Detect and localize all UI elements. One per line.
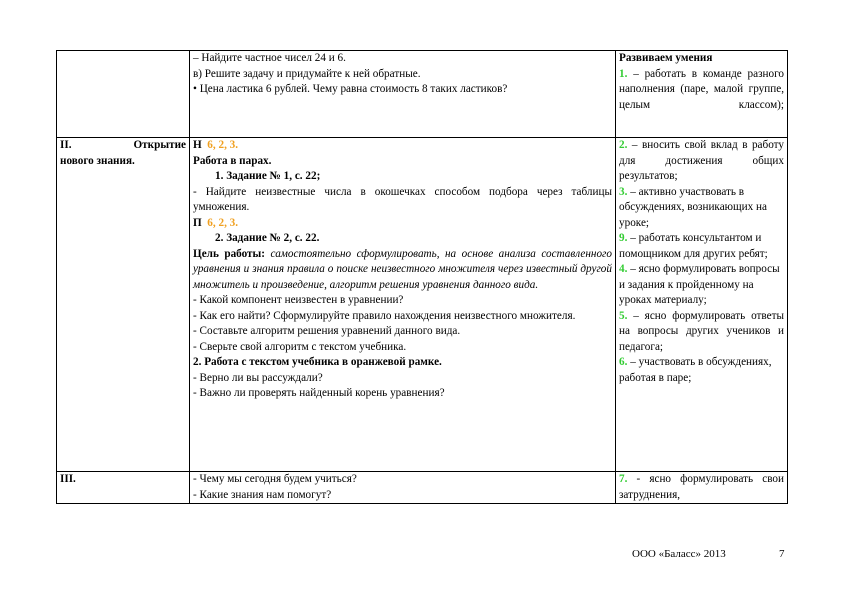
task-2: 2. Задание № 2, с. 22. — [215, 232, 320, 244]
stage-subtitle: нового знания. — [60, 154, 135, 167]
skills-title: Развиваем умения — [619, 52, 713, 64]
task-1: 1. Задание № 1, с. 22; — [215, 170, 321, 182]
skill-item: 4. – ясно формулировать вопросы и задания к пройденному на уроках материалу; — [619, 263, 780, 306]
stage-cell — [57, 51, 190, 138]
table-row — [57, 51, 788, 138]
skill-item: 5. – ясно формулировать ответы на вопросы других учеников и педагога; — [619, 309, 784, 353]
stage-cell — [57, 472, 190, 504]
skills-cell — [616, 138, 788, 472]
page-number: 7 — [779, 548, 785, 560]
content-cell — [190, 51, 616, 138]
skill-item: 3. – активно участвовать в обсуждениях, возникающих на уроке; — [619, 185, 767, 229]
skill-item: 2. – вносить свой вклад в работу для достижения общих результатов; — [619, 139, 784, 182]
table-row — [57, 472, 788, 504]
content-line: – Найдите частное чисел 24 и 6. — [193, 52, 346, 64]
content-line: - Чему мы сегодня будем учиться? — [193, 473, 357, 485]
question-line: - Составьте алгоритм решения уравнений данного вида. — [193, 325, 461, 337]
question-line: - Как его найти? Сформулируйте правило нахождения неизвестного множителя. — [193, 309, 576, 322]
level-h: Н 6, 2, 3. — [193, 139, 239, 151]
content-line: - Какие знания нам помогут? — [193, 488, 332, 501]
level-p: П 6, 2, 3. — [193, 216, 239, 229]
question-line: - Важно ли проверять найденный корень уравнения? — [193, 387, 445, 399]
content-line: • Цена ластика 6 рублей. Чему равна стоимость 8 таких ластиков? — [193, 83, 508, 95]
content-line: в) Решите задачу и придумайте к ней обратные. — [193, 67, 421, 80]
question-line: - Какой компонент неизвестен в уравнении? — [193, 294, 404, 306]
goal-text: Цель работы: самостоятельно сформулировать, на основе анализа составленного уравнения и знания правила о поиске неизвестного множителя через известный другой множитель и произведение, алгоритм решения уравнения данного вида. — [193, 247, 613, 291]
task-1-text: - Найдите неизвестные числа в окошечках способом подбора через таблицы умножения. — [193, 185, 612, 213]
stage-title: II. Открытие — [60, 139, 186, 151]
orange-frame-title: 2. Работа с текстом учебника в оранжевой рамке. — [193, 356, 442, 368]
skills-cell — [616, 472, 788, 504]
lesson-plan-table — [56, 50, 788, 504]
skill-item: 6. – участвовать в обсуждениях, работая в паре; — [619, 356, 772, 384]
content-cell — [190, 138, 616, 472]
table-row — [57, 138, 788, 472]
question-line: - Сверьте свой алгоритм с текстом учебника. — [193, 340, 407, 353]
stage-title: III. — [60, 473, 76, 485]
skills-cell — [616, 51, 788, 138]
question-line: - Верно ли вы рассуждали? — [193, 371, 323, 384]
skill-item: 7. - ясно формулировать свои затруднения, — [619, 473, 784, 501]
stage-cell — [57, 138, 190, 472]
skill-item: 9. – работать консультантом и помощником для других ребят; — [619, 232, 768, 260]
skill-item: 1. – работать в команде разного наполнения (паре, малой группе, целым классом); — [619, 67, 784, 111]
content-cell — [190, 472, 616, 504]
pairs-title: Работа в парах. — [193, 154, 272, 167]
footer-company: ООО «Баласс» 2013 — [632, 548, 726, 560]
